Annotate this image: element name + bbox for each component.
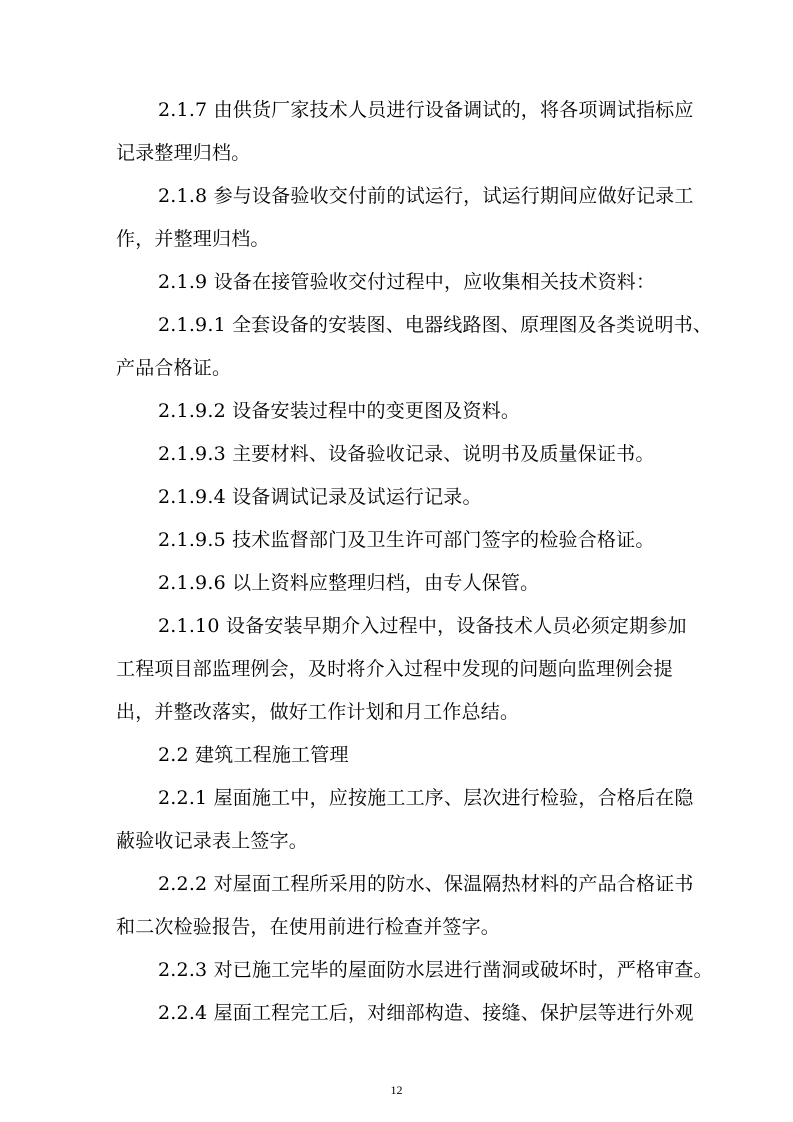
paragraph-2-2-3: 2.2.3 对已施工完毕的屋面防水层进行凿洞或破坏时，严格审查。 xyxy=(158,959,713,981)
paragraph-2-1-9-3: 2.1.9.3 主要材料、设备验收记录、说明书及质量保证书。 xyxy=(158,443,655,465)
paragraph-2-2-1-line-1: 2.2.1 屋面施工中，应按施工工序、层次进行检验，合格后在隐 xyxy=(158,787,694,809)
paragraph-2-1-10-line-2: 工程项目部监理例会，及时将介入过程中发现的问题向监理例会提 xyxy=(116,658,673,680)
paragraph-2-1-9-5: 2.1.9.5 技术监督部门及卫生许可部门签字的检验合格证。 xyxy=(158,529,655,551)
paragraph-2-1-10-line-3: 出，并整改落实，做好工作计划和月工作总结。 xyxy=(116,701,520,723)
paragraph-2-1-9: 2.1.9 设备在接管验收交付过程中，应收集相关技术资料： xyxy=(158,271,656,293)
paragraph-2-2-2-line-2: 和二次检验报告，在使用前进行检查并签字。 xyxy=(116,916,501,938)
section-heading-2-2: 2.2 建筑工程施工管理 xyxy=(158,744,349,766)
paragraph-2-1-7-line-2: 记录整理归档。 xyxy=(116,142,251,164)
paragraph-2-1-9-6: 2.1.9.6 以上资料应整理归档，由专人保管。 xyxy=(158,572,540,594)
paragraph-2-1-9-1-line-1: 2.1.9.1 全套设备的安装图、电器线路图、原理图及各类说明书、 xyxy=(158,314,713,336)
paragraph-2-1-8-line-2: 作，并整理归档。 xyxy=(116,228,270,250)
paragraph-2-1-8-line-1: 2.1.8 参与设备验收交付前的试运行，试运行期间应做好记录工 xyxy=(158,185,694,207)
page-number: 12 xyxy=(390,1083,403,1097)
paragraph-2-1-9-1-line-2: 产品合格证。 xyxy=(116,357,232,379)
paragraph-2-2-4-line-1: 2.2.4 屋面工程完工后，对细部构造、接缝、保护层等进行外观 xyxy=(158,1002,694,1024)
paragraph-2-1-9-2: 2.1.9.2 设备安装过程中的变更图及资料。 xyxy=(158,400,521,422)
paragraph-2-2-2-line-1: 2.2.2 对屋面工程所采用的防水、保温隔热材料的产品合格证书 xyxy=(158,873,694,895)
paragraph-2-2-1-line-2: 蔽验收记录表上签字。 xyxy=(116,830,309,852)
paragraph-2-1-10-line-1: 2.1.10 设备安装早期介入过程中，设备技术人员必须定期参加 xyxy=(158,615,687,637)
paragraph-2-1-9-4: 2.1.9.4 设备调试记录及试运行记录。 xyxy=(158,486,482,508)
paragraph-2-1-7-line-1: 2.1.7 由供货厂家技术人员进行设备调试的，将各项调试指标应 xyxy=(158,99,694,121)
